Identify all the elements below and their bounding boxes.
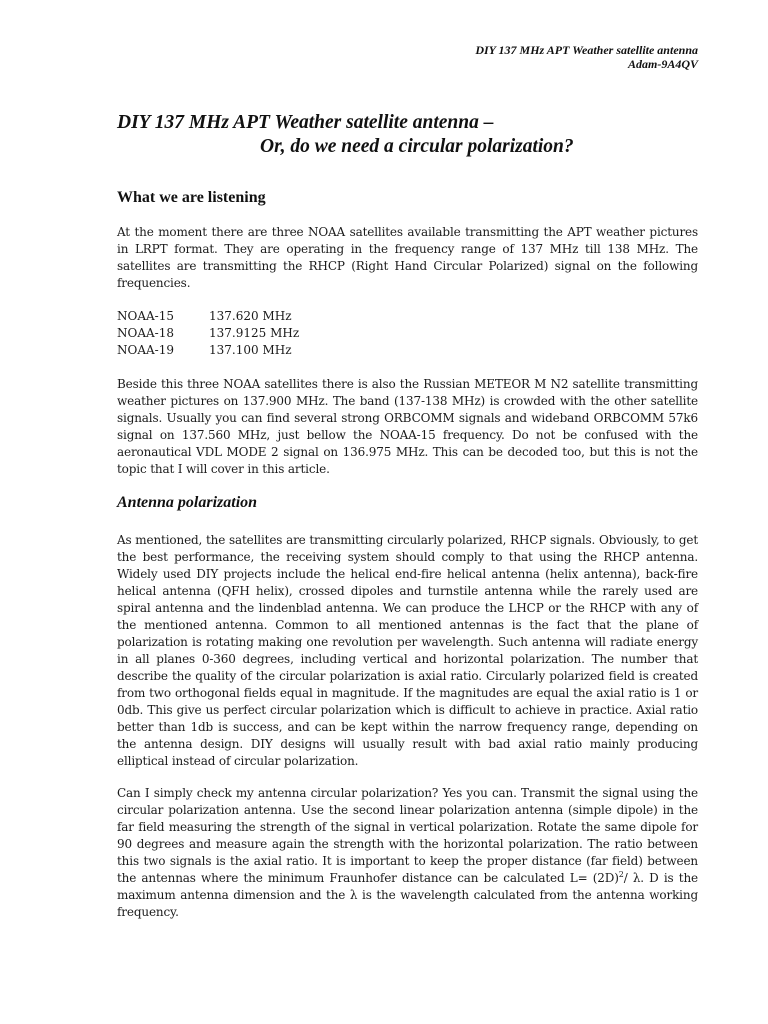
document-title xyxy=(117,111,717,159)
frequency-list xyxy=(117,308,299,359)
paragraph-intro: At the moment there are three NOAA satellites available transmitting the APT weather pictures in LRPT format. They are operating in the frequency range of 137 MHz till 138 MHz. The satellites are transmitting the RHCP (Right Hand Circular Polarized) signal on the following frequencies. xyxy=(117,225,698,290)
satellite-frequency: 137.620 MHz xyxy=(209,309,292,323)
paragraph-axial-ratio xyxy=(117,785,698,921)
paragraph-meteor: Beside this three NOAA satellites there is also the Russian METEOR M N2 satellite transmitting weather pictures on 137.900 MHz. The band (137-138 MHz) is crowded with the other satellite signals. Usually you can find several strong ORBCOMM signals and wideband ORBCOMM 57k6 signal on 137.560 MHz, just bellow the NOAA-15 frequency. Do not be confused with the aeronautical VDL MODE 2 signal on 136.975 MHz. This can be decoded too, but this is not the topic that I will cover in this article. xyxy=(117,377,698,476)
running-header xyxy=(475,43,698,71)
frequency-row xyxy=(117,325,299,342)
superscript-exponent: 2 xyxy=(618,870,624,879)
title-line-2: Or, do we need a circular polarization? xyxy=(260,136,574,157)
title-line-1: DIY 137 MHz APT Weather satellite antenna – xyxy=(117,112,494,133)
satellite-name: NOAA-19 xyxy=(117,343,174,357)
section-heading-listening: What we are listening xyxy=(117,189,266,206)
axial-ratio-text-start: Can I simply check my antenna circular polarization? Yes you can. Transmit the signal using the circular polarization antenna. Use the second linear polarization antenna (simple dipole) in the far field measuring the strength of the signal in vertical polarization. Rotate the same dipole for 90 degrees and measure again the strength with the horizontal polarization. The ratio between this two signals is the axial ratio. It is important to keep the proper distance (far field) between the antennas where the minimum Fraunhofer distance can be calculated L= (2D) xyxy=(117,786,698,885)
section-heading-polarization: Antenna polarization xyxy=(117,494,258,511)
axial-ratio-text-end: / λ. D is the maximum antenna dimension and the λ is the wavelength calculated from the antenna working frequency. xyxy=(117,871,698,919)
satellite-name: NOAA-18 xyxy=(117,326,174,340)
satellite-frequency: 137.9125 MHz xyxy=(209,326,300,340)
frequency-row xyxy=(117,342,299,359)
frequency-row xyxy=(117,308,299,325)
satellite-name: NOAA-15 xyxy=(117,309,174,323)
header-title: DIY 137 MHz APT Weather satellite antenna xyxy=(475,43,698,57)
satellite-frequency: 137.100 MHz xyxy=(209,343,292,357)
header-author: Adam-9A4QV xyxy=(627,57,698,71)
paragraph-polarization: As mentioned, the satellites are transmitting circularly polarized, RHCP signals. Obviously, to get the best performance, the receiving system should comply to that using the RHCP antenna. Widely used DIY projects include the helical end-fire helical antenna (helix antenna), back-fire helical antenna (QFH helix), crossed dipoles and turnstile antenna while the rarely used are spiral antenna and the lindenblad antenna. We can produce the LHCP or the RHCP with any of the mentioned antenna. Common to all mentioned antennas is the fact that the plane of polarization is rotating making one revolution per wavelength. Such antenna will radiate energy in all planes 0-360 degrees, including vertical and horizontal polarization. The number that describe the quality of the circular polarization is axial ratio. Circularly polarized field is created from two orthogonal fields equal in magnitude. If the magnitudes are equal the axial ratio is 1 or 0db. This give us perfect circular polarization which is difficult to achieve in practice. Axial ratio better than 1db is success, and can be kept within the narrow frequency range, depending on the antenna design. DIY designs will usually result with bad axial ratio mainly producing elliptical instead of circular polarization. xyxy=(117,533,698,768)
